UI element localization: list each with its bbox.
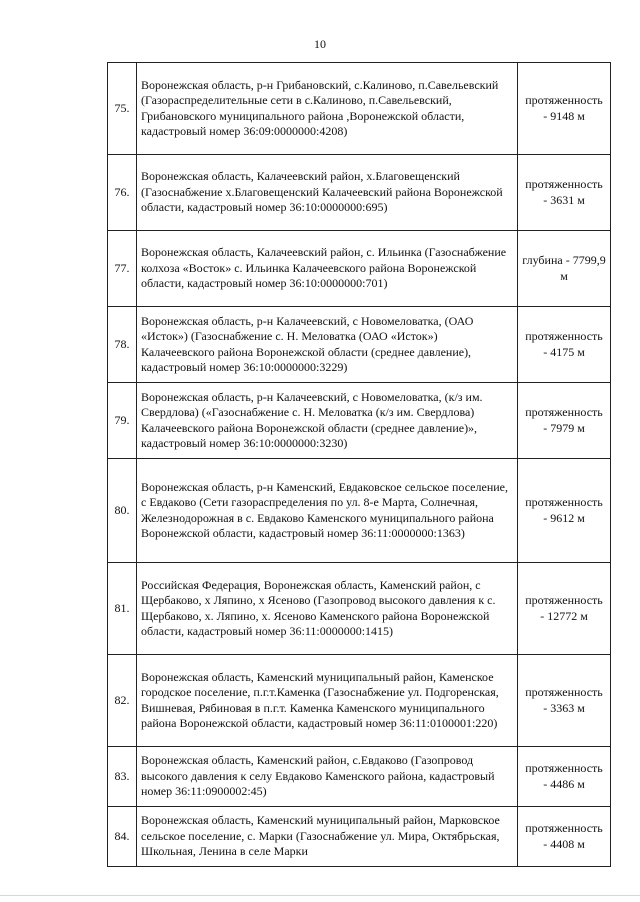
object-measure: протяженность - 12772 м (518, 563, 611, 655)
table-row (108, 459, 611, 563)
object-measure: протяженность - 4486 м (518, 747, 611, 807)
object-description: Воронежская область, Калачеевский район, с. Ильинка (Газоснабжение колхоза «Восток» с. Ильинка Калачеевского района Воронежской области, кадастровый номер 36:10:0000000:701) (137, 231, 518, 307)
table-row (108, 307, 611, 383)
row-number: 77. (108, 231, 137, 307)
object-description: Воронежская область, Калачеевский район, х.Благовещенский (Газоснабжение х.Благовещенский Калачеевский района Воронежской области, кадастровый номер 36:10:0000000:695) (137, 155, 518, 231)
object-description: Воронежская область, р-н Калачеевский, с Новомеловатка, (ОАО «Исток») (Газоснабжение с. Н. Меловатка (ОАО «Исток») Калачеевского района Воронежской области (среднее давление), кадастровый номер 36:10:0000000:3229) (137, 307, 518, 383)
table-row (108, 231, 611, 307)
registry-rows (108, 63, 611, 867)
table-row (108, 383, 611, 459)
row-number: 83. (108, 747, 137, 807)
table-row (108, 747, 611, 807)
row-number: 81. (108, 563, 137, 655)
object-description: Воронежская область, р-н Калачеевский, с Новомеловатка, (к/з им. Свердлова) («Газоснабжение с. Н. Меловатка (к/з им. Свердлова) Калачеевского района Воронежской области (среднее давление)», кадастровый номер 36:10:0000000:3230) (137, 383, 518, 459)
table-row (108, 155, 611, 231)
page-number: 10 (314, 37, 326, 51)
row-number: 82. (108, 655, 137, 747)
row-number: 75. (108, 63, 137, 155)
object-measure: протяженность - 3363 м (518, 655, 611, 747)
object-description: Воронежская область, Каменский муниципальный район, Марковское сельское поселение, с. Марки (Газоснабжение ул. Мира, Октябрьская, Школьная, Ленина в селе Марки (137, 807, 518, 867)
row-number: 84. (108, 807, 137, 867)
registry-table (107, 62, 611, 867)
row-number: 80. (108, 459, 137, 563)
object-measure: протяженность - 4408 м (518, 807, 611, 867)
object-measure: протяженность - 7979 м (518, 383, 611, 459)
object-description: Воронежская область, Каменский район, с.Евдаково (Газопровод высокого давления к селу Евдаково Каменского района, кадастровый номер 36:11:0900002:45) (137, 747, 518, 807)
object-description: Воронежская область, р-н Каменский, Евдаковское сельское поселение, с Евдаково (Сети газораспределения по ул. 8-е Марта, Солнечная, Железнодорожная в с. Евдаково Каменского муниципального района Воронежской области, кадастровый номер 36:11:0000000:1363) (137, 459, 518, 563)
object-description: Воронежская область, р-н Грибановский, с.Калиново, п.Савельевский (Газораспределительные сети в с.Калиново, п.Савельевский, Грибановского муниципального района ,Воронежской области, кадастровый номер 36:09:0000000:4208) (137, 63, 518, 155)
row-number: 78. (108, 307, 137, 383)
table-row (108, 563, 611, 655)
row-number: 76. (108, 155, 137, 231)
object-measure: протяженность - 9612 м (518, 459, 611, 563)
object-description: Воронежская область, Каменский муниципальный район, Каменское городское поселение, п.г.т.Каменка (Газоснабжение ул. Подгоренская, Вишневая, Рябиновая в п.г.т. Каменка Каменского муниципального района Воронежской области, кадастровый номер 36:11:0100001:220) (137, 655, 518, 747)
table-row (108, 807, 611, 867)
object-measure: протяженность - 4175 м (518, 307, 611, 383)
page-bottom-edge (0, 895, 640, 896)
object-measure: протяженность - 9148 м (518, 63, 611, 155)
table-row (108, 655, 611, 747)
object-measure: глубина - 7799,9 м (518, 231, 611, 307)
object-measure: протяженность - 3631 м (518, 155, 611, 231)
table-row (108, 63, 611, 155)
row-number: 79. (108, 383, 137, 459)
object-description: Российская Федерация, Воронежская область, Каменский район, с Щербаково, х Ляпино, х Ясеново (Газопровод высокого давления к с. Щербаково, х. Ляпино, х. Ясеново Каменского района Воронежской области, кадастровый номер 36:11:0000000:1415) (137, 563, 518, 655)
